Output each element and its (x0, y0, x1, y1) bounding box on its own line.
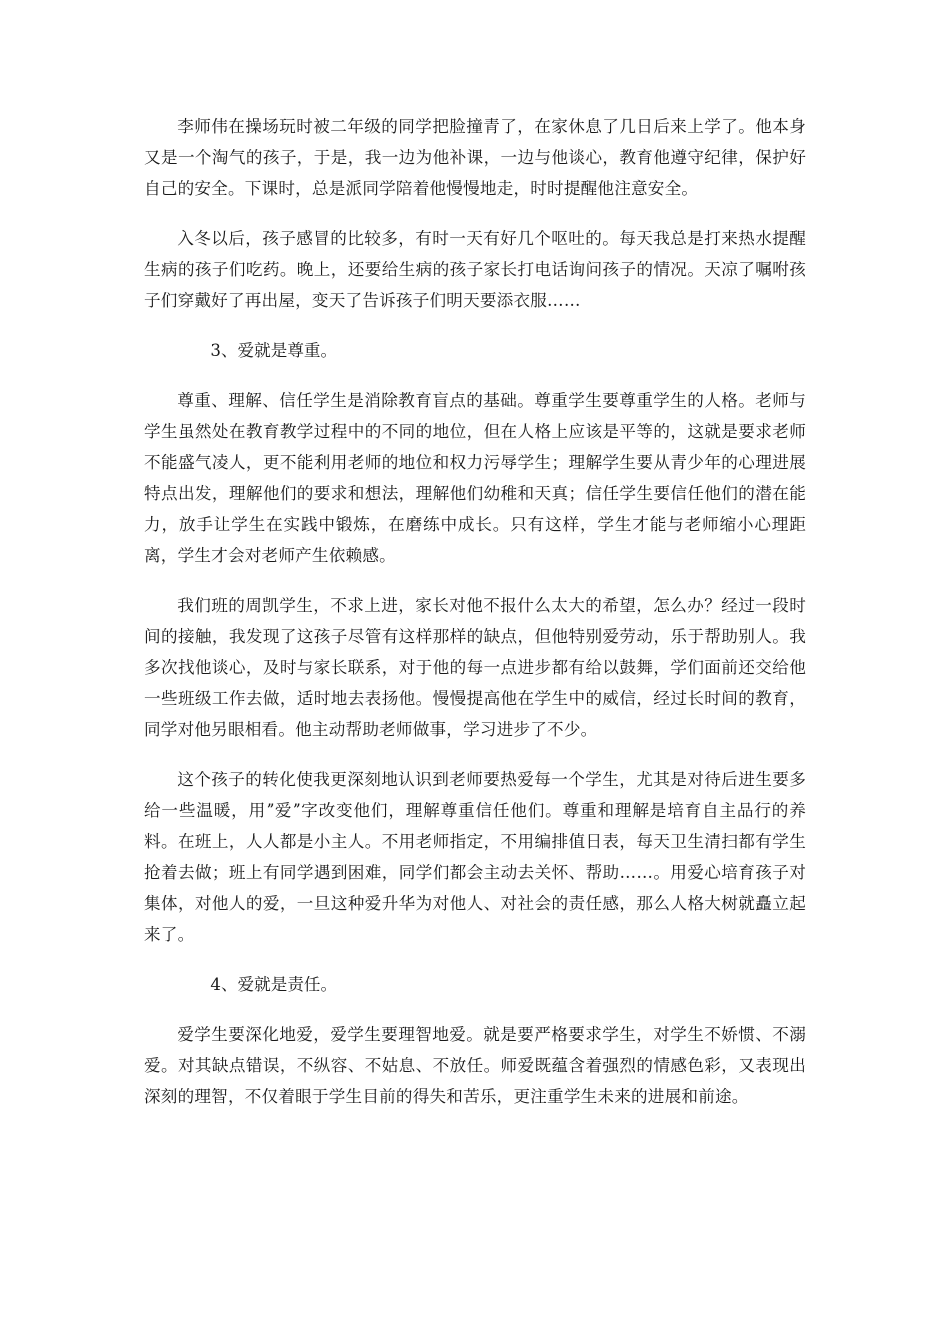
section-heading-4: 4、爱就是责任。 (210, 975, 338, 994)
paragraph-1: 李师伟在操场玩时被二年级的同学把脸撞青了，在家休息了几日后来上学了。他本身又是一个淘气的孩子，于是，我一边为他补课，一边与他谈心，教育他遵守纪律，保护好自己的安全。下课时，总是派同学陪着他慢慢地走，时时提醒他注意安全。 (144, 117, 806, 198)
paragraph-6: 爱学生要深化地爱，爱学生要理智地爱。就是要严格要求学生，对学生不娇惯、不溺爱。对其缺点错误，不纵容、不姑息、不放任。师爱既蕴含着强烈的情感色彩，又表现出深刻的理智，不仅着眼于学生目前的得失和苦乐，更注重学生未来的进展和前途。 (144, 1025, 806, 1106)
document-body (144, 111, 806, 1131)
paragraph-4: 我们班的周凯学生，不求上进，家长对他不报什么太大的希望，怎么办？经过一段时间的接触，我发现了这孩子尽管有这样那样的缺点，但他特别爱劳动，乐于帮助别人。我多次找他谈心，及时与家长联系，对于他的每一点进步都有给以鼓舞，学们面前还交给他一些班级工作去做，适时地去表扬他。慢慢提高他在学生中的威信，经过长时间的教育，同学对他另眼相看。他主动帮助老师做事，学习进步了不少。 (144, 596, 806, 739)
paragraph-2: 入冬以后，孩子感冒的比较多，有时一天有好几个呕吐的。每天我总是打来热水提醒生病的孩子们吃药。晚上，还要给生病的孩子家长打电话询问孩子的情况。天凉了嘱咐孩子们穿戴好了再出屋，变天了告诉孩子们明天要添衣服…… (144, 229, 806, 310)
paragraph-3: 尊重、理解、信任学生是消除教育盲点的基础。尊重学生要尊重学生的人格。老师与学生虽然处在教育教学过程中的不同的地位，但在人格上应该是平等的，这就是要求老师不能盛气凌人，更不能利用老师的地位和权力污辱学生；理解学生要从青少年的心理进展特点出发，理解他们的要求和想法，理解他们幼稚和天真；信任学生要信任他们的潜在能力，放手让学生在实践中锻炼，在磨练中成长。只有这样，学生才能与老师缩小心理距离，学生才会对老师产生依赖感。 (144, 391, 806, 565)
paragraph-5: 这个孩子的转化使我更深刻地认识到老师要热爱每一个学生，尤其是对待后进生要多给一些温暖，用ˮ爱ˮ字改变他们，理解尊重信任他们。尊重和理解是培育自主品行的养料。在班上，人人都是小主人。不用老师指定，不用编排值日表，每天卫生清扫都有学生抢着去做；班上有同学遇到困难，同学们都会主动去关怀、帮助……。用爱心培育孩子对集体，对他人的爱，一旦这种爱升华为对他人、对社会的责任感，那么人格大树就矗立起来了。 (144, 770, 806, 944)
section-heading-3: 3、爱就是尊重。 (210, 341, 338, 360)
